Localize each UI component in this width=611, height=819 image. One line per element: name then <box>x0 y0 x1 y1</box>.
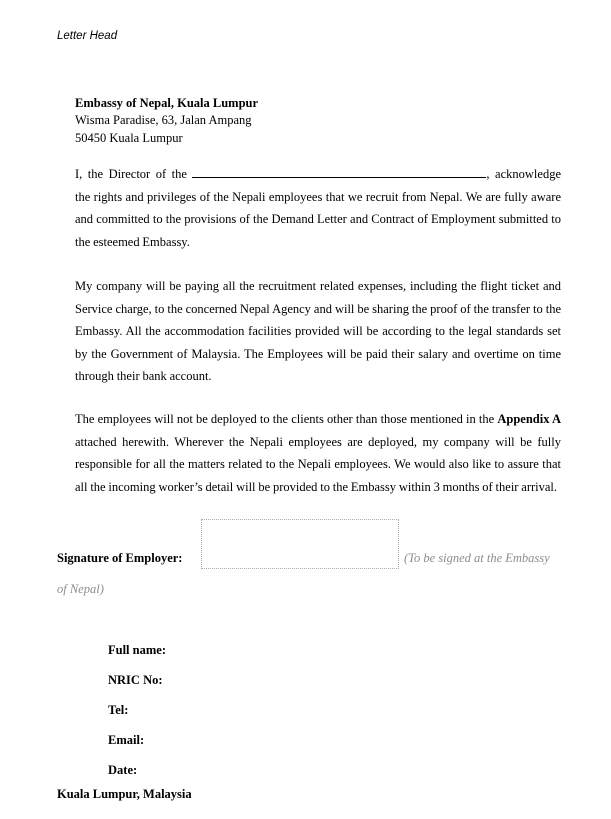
signature-box[interactable] <box>201 519 399 569</box>
p1-text-before-blank: I, the Director of the <box>75 167 193 181</box>
embassy-address-block <box>75 95 258 147</box>
p3-text-part1: The employees will not be deployed to the clients other than those mentioned in the <box>75 412 498 426</box>
date-label: Date: <box>108 763 138 777</box>
full-name-label: Full name: <box>108 643 166 657</box>
email-label: Email: <box>108 733 145 747</box>
signature-of-employer-label: Signature of Employer: <box>57 551 183 565</box>
appendix-a-reference: Appendix A <box>497 412 561 426</box>
tel-label: Tel: <box>108 703 129 717</box>
p3-text-part2: attached herewith. Wherever the Nepali employees are deployed, my company will be fully responsible for all the matters related to the Nepali employees. We would also like to assure that all the incoming worker’s detail will be provided to the Embassy within 3 months of their arrival. <box>75 434 561 494</box>
city-footer: Kuala Lumpur, Malaysia <box>57 787 192 801</box>
nric-no-label: NRIC No: <box>108 673 163 687</box>
address-street: Wisma Paradise, 63, Jalan Ampang <box>75 113 252 128</box>
embassy-name: Embassy of Nepal, Kuala Lumpur <box>75 96 259 110</box>
employer-details-block <box>108 643 166 793</box>
paragraph-expenses: My company will be paying all the recruitment related expenses, including the flight ticket and Service charge, to the concerned Nepal Agency and will be sharing the proof of the transfer to the Embassy. All the accommodation facilities provided will be according to the legal standards set by the Government of Malaysia. The Employees will be paid their salary and overtime on time through their bank account. <box>75 279 561 384</box>
address-city: 50450 Kuala Lumpur <box>75 130 183 145</box>
paragraph-deployment <box>75 408 561 498</box>
company-name-blank-field[interactable] <box>192 165 486 178</box>
signature-note-line1: (To be signed at the Embassy <box>404 551 550 565</box>
p1-text-after-blank: , acknowledge the rights and privileges of the Nepali employees that we recruit from Nepal. We are fully aware and committed to the provisions of the Demand Letter and Contract of Employment submitted to the esteemed Embassy. <box>75 167 561 249</box>
letterhead-label: Letter Head <box>57 30 118 42</box>
paragraph-acknowledgement <box>75 163 561 253</box>
signature-note-line2: of Nepal) <box>57 582 104 596</box>
